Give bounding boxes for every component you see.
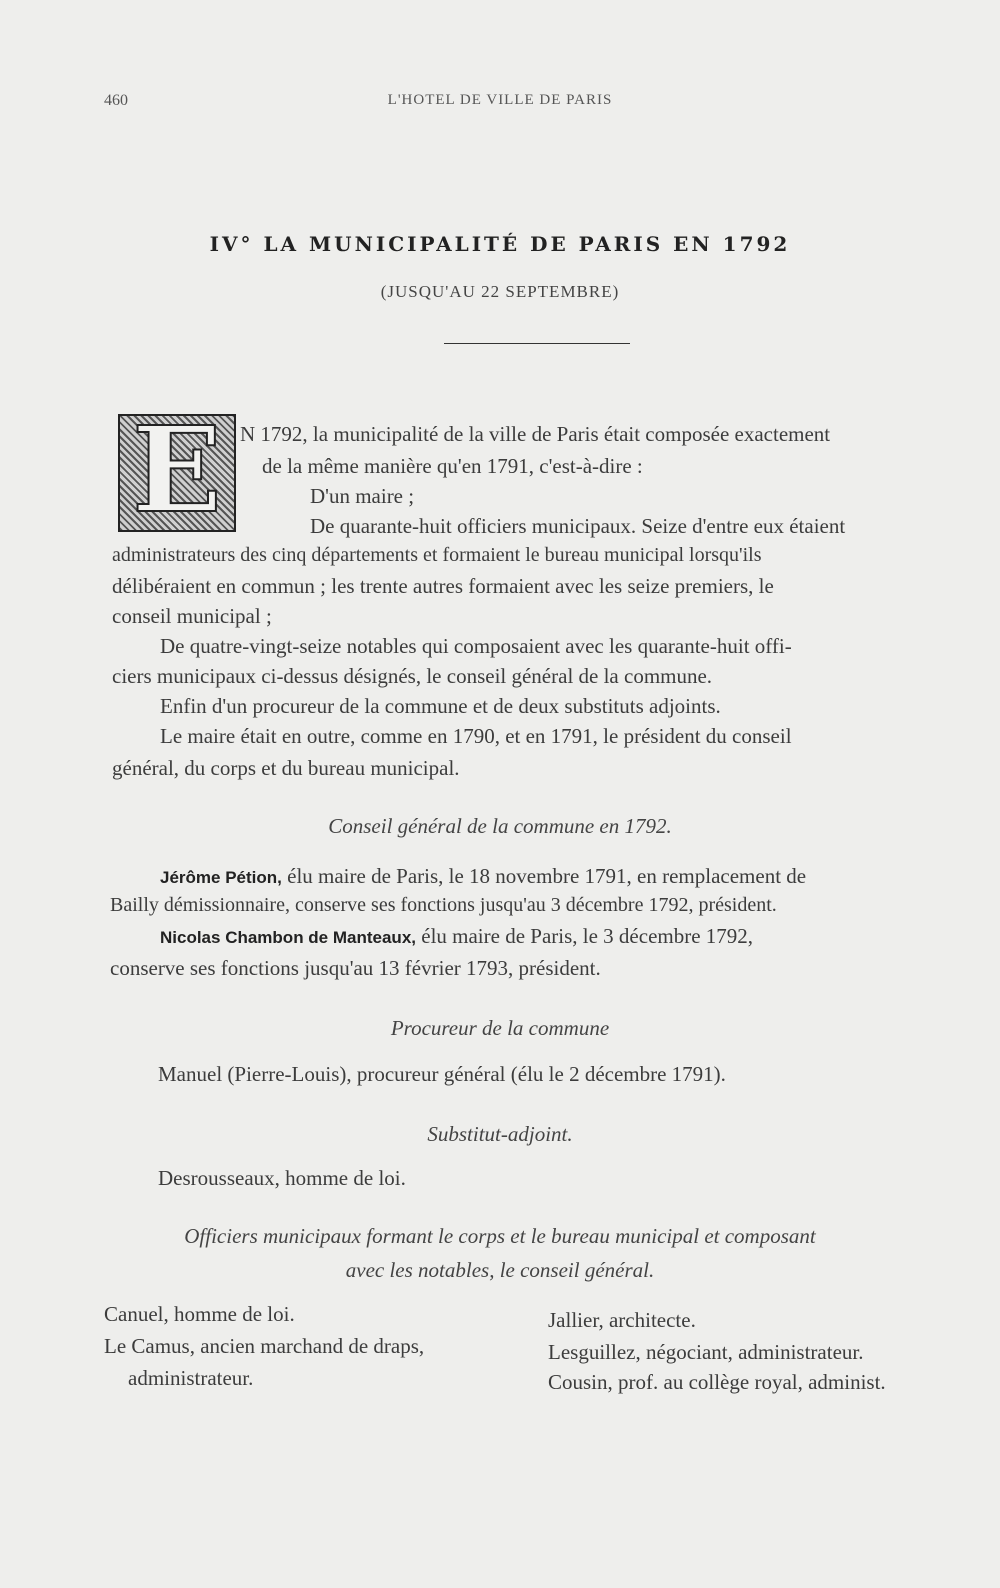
ornamental-dropcap [118,400,236,539]
intro-line: de la même manière qu'en 1791, c'est-à-dire : [262,454,643,478]
substitut-heading: Substitut-adjoint. [427,1122,573,1146]
intro-line: N 1792, la municipalité de la ville de Paris était composée exactement [240,422,831,446]
officiers-heading: Officiers municipaux formant le corps et le bureau municipal et composant [184,1224,816,1248]
intro-line: conseil municipal ; [112,604,272,628]
officier-left-1: Canuel, homme de loi. [104,1302,295,1326]
officier-left-3: administrateur. [128,1366,254,1390]
petion-name: Jérôme Pétion, [160,868,282,887]
dropcap-letter: E [132,400,222,539]
chambon-continuation: conserve ses fonctions jusqu'au 13 février 1793, président. [110,956,601,980]
chambon-entry [160,924,753,949]
officier-right-1: Jallier, architecte. [548,1308,696,1332]
substitut-line: Desrousseaux, homme de loi. [158,1166,406,1190]
page-number: 460 [104,92,128,109]
intro-line: Enfin d'un procureur de la commune et de deux substituts adjoints. [160,694,721,718]
procureur-line: Manuel (Pierre-Louis), procureur général (élu le 2 décembre 1791). [158,1062,726,1086]
running-title: L'HOTEL DE VILLE DE PARIS [387,92,613,108]
officier-left-2: Le Camus, ancien marchand de draps, [104,1334,425,1358]
intro-line: De quarante-huit officiers municipaux. Seize d'entre eux étaient [310,514,846,538]
procureur-heading: Procureur de la commune [390,1016,610,1040]
petion-entry [160,864,806,889]
intro-line: ciers municipaux ci-dessus désignés, le conseil général de la commune. [112,664,713,688]
petion-continuation: Bailly démissionnaire, conserve ses fonctions jusqu'au 3 décembre 1792, président. [110,894,777,916]
chambon-text: élu maire de Paris, le 3 décembre 1792, [421,924,754,948]
petion-text: élu maire de Paris, le 18 novembre 1791, en remplacement de [287,864,807,888]
section-subtitle: (JUSQU'AU 22 SEPTEMBRE) [380,282,620,301]
intro-line: administrateurs des cinq départements et formaient le bureau municipal lorsqu'ils [112,544,762,566]
conseil-heading: Conseil général de la commune en 1792. [328,814,672,838]
intro-line: délibéraient en commun ; les trente autres formaient avec les seize premiers, le [112,574,774,598]
section-title: IV° LA MUNICIPALITÉ DE PARIS EN 1792 [209,232,791,256]
intro-line: Le maire était en outre, comme en 1790, et en 1791, le président du conseil [160,724,792,748]
officier-right-2: Lesguillez, négociant, administrateur. [548,1340,864,1364]
chambon-name: Nicolas Chambon de Manteaux, [160,928,416,947]
divider-rule [444,343,630,344]
officier-right-3: Cousin, prof. au collège royal, administ. [548,1370,886,1394]
intro-line: général, du corps et du bureau municipal. [112,756,460,780]
intro-line: D'un maire ; [310,484,415,508]
intro-line: De quatre-vingt-seize notables qui composaient avec les quarante-huit offi- [160,634,792,658]
officiers-heading-cont: avec les notables, le conseil général. [345,1258,655,1282]
